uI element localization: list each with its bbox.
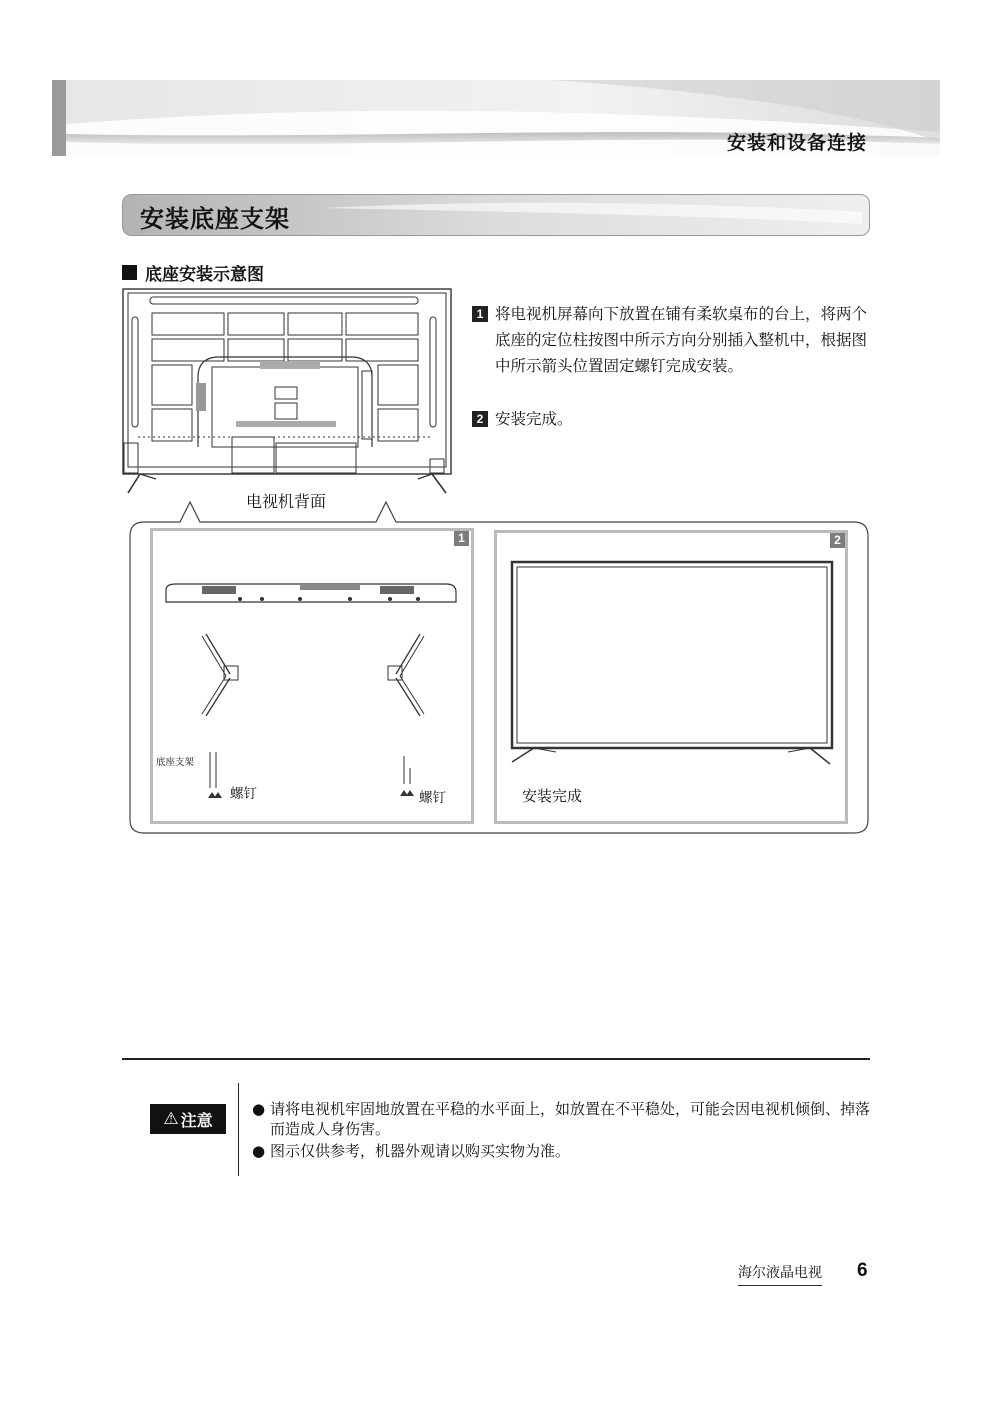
panel-1-badge: 1: [454, 531, 469, 546]
panel-2-badge: 2: [830, 533, 845, 548]
screw-label-left: 螺钉: [230, 786, 257, 802]
screw-label-right: 螺钉: [419, 790, 446, 806]
step-2: [472, 406, 872, 432]
base-stand-label: 底座支架: [156, 757, 195, 768]
sub-heading: [122, 260, 264, 285]
tv-back-illustration: [120, 287, 455, 497]
footer-brand: 海尔液晶电视: [738, 1262, 822, 1286]
sub-heading-label: 底座安装示意图: [145, 265, 264, 285]
header-title: 安装和设备连接: [726, 132, 867, 154]
step-1: [472, 301, 872, 379]
caution-note-text: 图示仅供参考，机器外观请以购买实物为准。: [270, 1142, 571, 1160]
section-title: 安装底座支架: [140, 205, 290, 233]
panel-1-illustration: [150, 528, 474, 824]
bullet-icon: ●: [252, 1100, 266, 1118]
tv-back-label: 电视机背面: [246, 492, 327, 511]
step-text: 安装完成。: [495, 410, 573, 428]
caution-badge: [150, 1104, 226, 1134]
caution-separator: [238, 1083, 239, 1176]
bullet-icon: ●: [252, 1142, 266, 1160]
warning-icon: ⚠: [163, 1109, 179, 1129]
install-done-label: 安装完成: [522, 787, 583, 805]
step-number: 2: [472, 411, 488, 427]
caution-note-2: [252, 1141, 872, 1161]
step-text: 将电视机屏幕向下放置在铺有柔软桌布的台上，将两个底座的定位柱按图中所示方向分别插入整机中，根据图中所示箭头位置固定螺钉完成安装。: [495, 305, 868, 375]
square-bullet-icon: [122, 265, 137, 280]
panel-2-illustration: [494, 530, 848, 824]
caution-note-text: 请将电视机牢固地放置在平稳的水平面上，如放置在不平稳处，可能会因电视机倾倒、掉落而造成人身伤害。: [270, 1100, 871, 1138]
caution-label: 注意: [180, 1110, 213, 1130]
page-number: 6: [857, 1260, 868, 1281]
caution-note-1: [252, 1099, 872, 1139]
step-number: 1: [472, 306, 488, 322]
divider: [122, 1058, 870, 1060]
